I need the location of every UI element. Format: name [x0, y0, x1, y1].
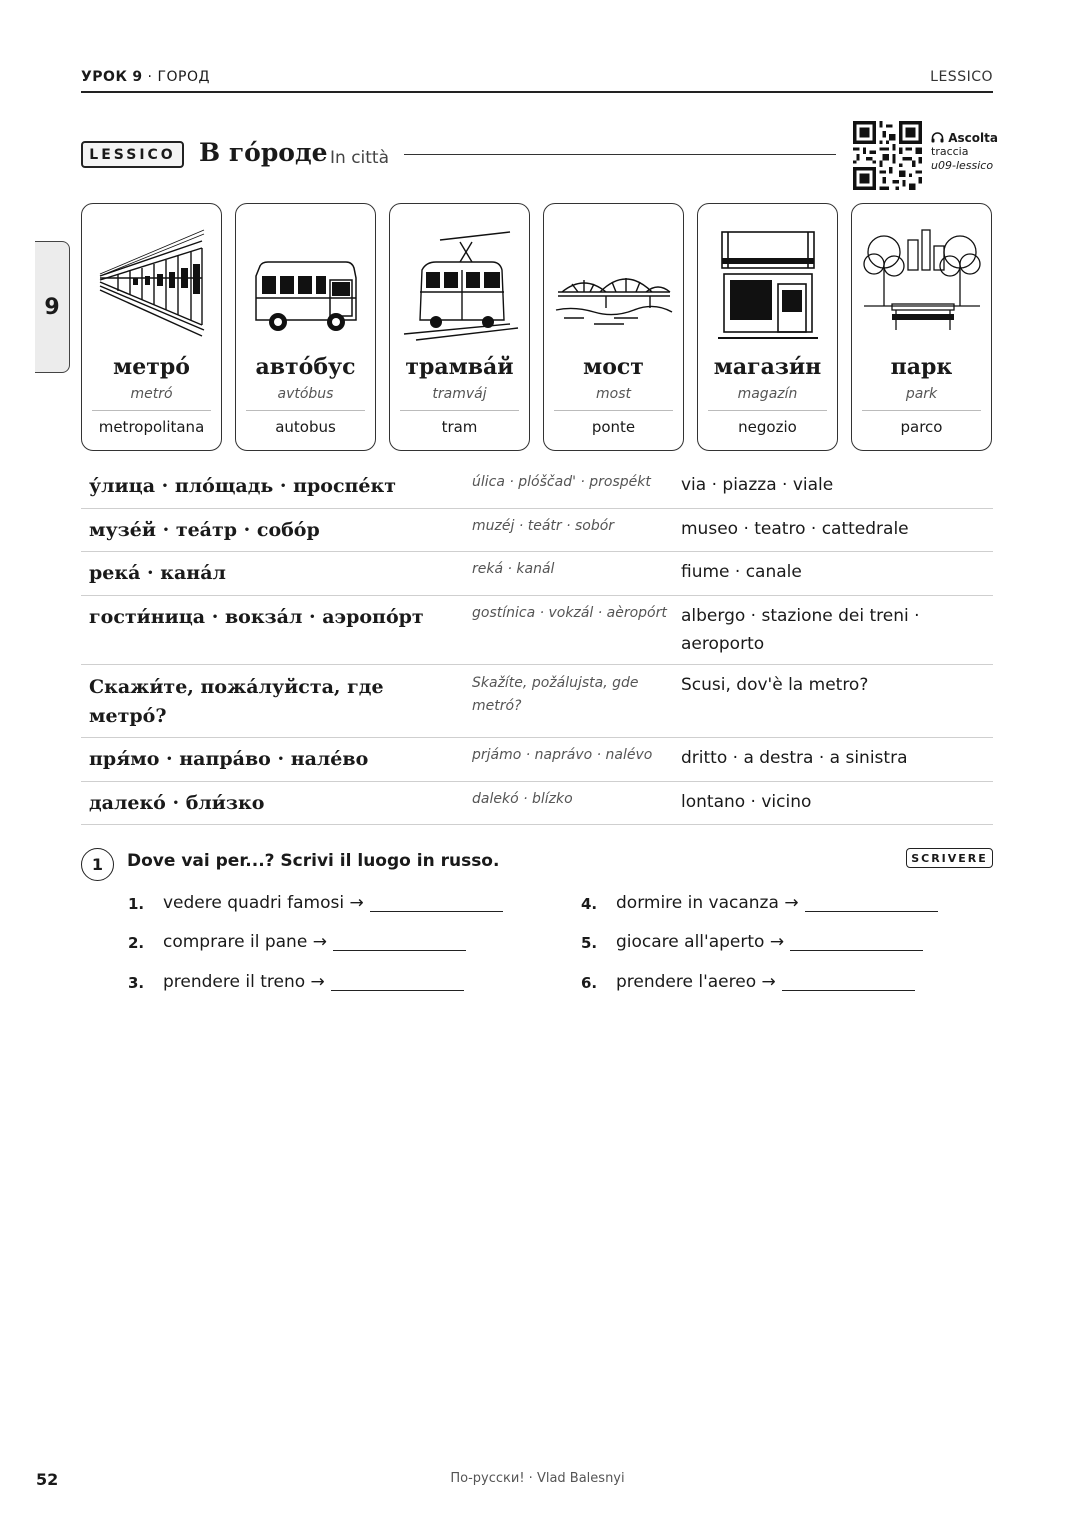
vocab-row [81, 596, 993, 665]
vocab-russian: у́лица · пло́щадь · проспе́кт [89, 475, 397, 497]
section-title-italian: In città [330, 148, 390, 168]
lesson-title: ГОРОД [157, 69, 210, 85]
arrow-icon: → [349, 893, 364, 913]
footer-credit: По-русски! · Vlad Balesnyi [450, 1471, 625, 1486]
arrow-icon: → [769, 932, 785, 952]
card-divider [554, 410, 673, 411]
item-prompt: prendere l'aereo [616, 972, 757, 992]
page-number: 52 [36, 1470, 59, 1489]
vocab-russian: пря́мо · напра́во · нале́во [89, 748, 369, 770]
item-prompt: giocare all'aperto [616, 932, 765, 952]
answer-blank[interactable] [782, 973, 915, 991]
card-tram [389, 203, 530, 451]
exercise-title: Dove vai per...? Scrivi il luogo in russo. [127, 851, 500, 871]
running-header [81, 66, 993, 93]
card-word-russian: мост [583, 354, 644, 380]
vocab-italian: dritto · a destra · a sinistra [681, 748, 908, 768]
vocab-row [81, 665, 993, 738]
lesson-label: УРОК [81, 69, 128, 85]
vocab-italian: albergo · stazione dei treni · aeroporto [681, 606, 920, 654]
section-title-russian: В го́роде [199, 138, 328, 167]
arrow-icon: → [312, 932, 327, 952]
vocab-translit: dalekó · blízko [472, 791, 573, 807]
vocab-russian: музе́й · теа́тр · собо́р [89, 519, 320, 541]
vocab-italian: Scusi, dov'è la metro? [681, 675, 869, 695]
metro-train-icon [92, 218, 213, 344]
card-word-italian: tram [441, 418, 478, 436]
tram-icon [400, 218, 521, 344]
card-word-russian: метро́ [113, 354, 190, 380]
vocab-russian: далеко́ · бли́зко [89, 792, 265, 814]
card-divider [400, 410, 519, 411]
qr-code-icon[interactable] [853, 121, 922, 190]
vocab-italian: fiume · canale [681, 562, 802, 582]
headphones-icon [931, 132, 944, 143]
vocab-russian: Скажи́те, пожа́луйста, где метро́? [89, 676, 384, 727]
title-divider [404, 154, 836, 155]
card-park [851, 203, 992, 451]
card-word-translit: park [905, 386, 938, 402]
card-divider [92, 410, 211, 411]
card-word-translit: avtóbus [277, 386, 334, 402]
card-divider [708, 410, 827, 411]
card-word-italian: parco [900, 418, 943, 436]
item-number: 3. [128, 974, 145, 992]
item-number: 4. [581, 895, 598, 913]
card-word-translit: tramváj [432, 386, 487, 402]
lessico-badge: LESSICO [81, 141, 184, 168]
lesson-breadcrumb [81, 69, 210, 85]
exercise-header [81, 845, 993, 885]
section-label: LESSICO [930, 69, 993, 85]
card-word-russian: авто́бус [255, 354, 356, 380]
item-prompt: vedere quadri famosi [163, 893, 345, 913]
item-prompt: dormire in vacanza [616, 893, 779, 913]
arrow-icon: → [761, 972, 776, 992]
vocab-translit: reká · kanál [472, 561, 555, 577]
vocab-italian: via · piazza · viale [681, 475, 834, 495]
card-word-russian: магази́н [713, 354, 822, 380]
card-word-italian: ponte [591, 418, 636, 436]
vocab-translit: prjámo · naprávo · nalévo [472, 747, 653, 763]
card-divider [246, 410, 365, 411]
item-prompt: prendere il treno [163, 972, 306, 992]
vocab-translit: úlica · plóščad' · prospékt [472, 474, 651, 490]
answer-blank[interactable] [333, 933, 466, 951]
chapter-tab: 9 [35, 241, 70, 373]
card-metro [81, 203, 222, 451]
card-word-italian: negozio [738, 418, 797, 436]
answer-blank[interactable] [805, 894, 938, 912]
lesson-number: 9 [132, 69, 143, 85]
shop-icon [708, 218, 829, 344]
arrow-icon: → [310, 972, 325, 992]
vocab-row [81, 782, 993, 825]
card-bridge [543, 203, 684, 451]
card-shop [697, 203, 838, 451]
arrow-icon: → [784, 893, 799, 913]
card-word-translit: metró [130, 386, 173, 402]
item-number: 1. [128, 895, 145, 913]
answer-blank[interactable] [331, 973, 464, 991]
answer-blank[interactable] [790, 933, 923, 951]
vocab-translit: muzéj · teátr · sobór [472, 518, 615, 534]
audio-track-info [931, 131, 998, 173]
exercise-number: 1 [81, 848, 114, 881]
vocab-row [81, 552, 993, 596]
card-word-italian: metropolitana [98, 418, 205, 436]
vocab-italian: lontano · vicino [681, 792, 812, 812]
listen-text: Ascolta [948, 131, 998, 145]
park-icon [862, 218, 983, 344]
item-number: 2. [128, 934, 145, 952]
scrivere-badge: SCRIVERE [906, 848, 993, 868]
vocab-italian: museo · teatro · cattedrale [681, 519, 909, 539]
vocab-row [81, 465, 993, 509]
item-prompt: comprare il pane [163, 932, 308, 952]
vocab-row [81, 509, 993, 552]
card-word-italian: autobus [275, 418, 336, 436]
card-word-translit: most [596, 386, 631, 402]
vocabulary-cards [81, 203, 993, 451]
vocab-translit: Skažíte, požálujsta, gde metró? [472, 675, 639, 714]
bus-icon [246, 218, 367, 344]
card-word-russian: парк [890, 354, 953, 380]
item-number: 5. [581, 934, 598, 952]
card-word-russian: трамва́й [405, 354, 514, 380]
answer-blank[interactable] [370, 894, 503, 912]
vocab-row [81, 738, 993, 782]
bridge-icon [554, 218, 675, 344]
section-title-row [81, 138, 841, 178]
vocabulary-table [81, 465, 993, 825]
vocab-translit: gostínica · vokzál · aèropórt [472, 605, 667, 621]
track-code: u09-lessico [931, 159, 994, 172]
listen-label[interactable] [931, 131, 998, 145]
vocab-russian: река́ · кана́л [89, 562, 226, 584]
card-bus [235, 203, 376, 451]
vocab-russian: гости́ница · вокза́л · аэропо́рт [89, 606, 424, 628]
card-word-translit: magazín [737, 386, 798, 402]
lesson-separator: · [142, 69, 158, 85]
track-label: traccia [931, 145, 969, 158]
card-divider [862, 410, 981, 411]
item-number: 6. [581, 974, 598, 992]
